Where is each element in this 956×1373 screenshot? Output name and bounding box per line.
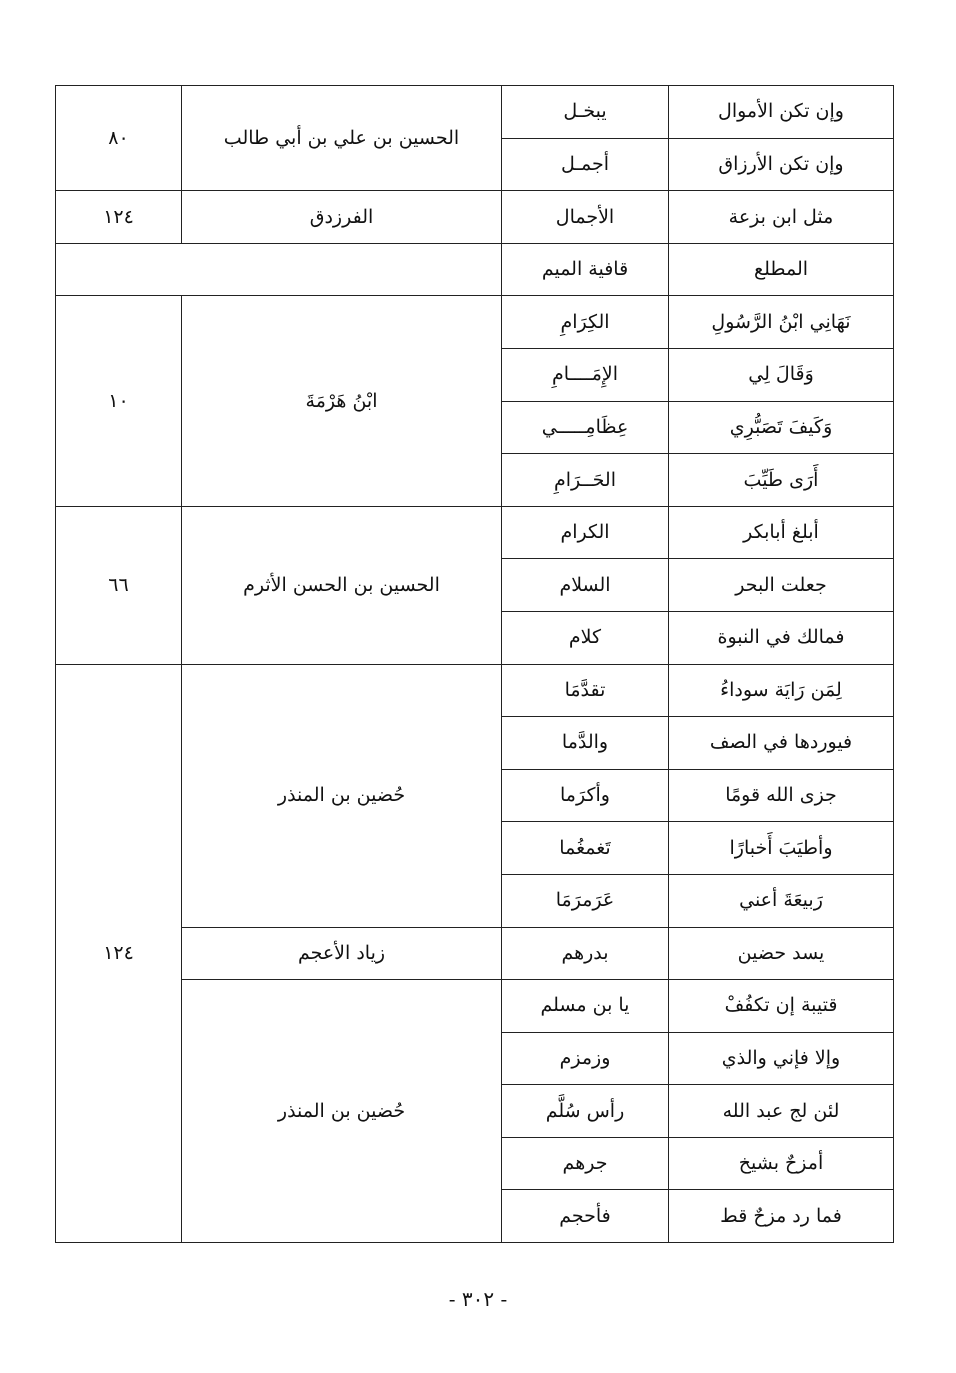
page-cell: ٦٦ xyxy=(56,506,182,664)
qafiya-cell: يبخـل xyxy=(502,86,669,139)
qafiya-cell: الأجمال xyxy=(502,191,669,244)
matla-cell: يسد حضين xyxy=(669,927,894,980)
page-cell: ١٠ xyxy=(56,296,182,506)
section-title: قافية الميم xyxy=(502,243,669,296)
matla-cell: وإن تكن الأرزاق xyxy=(669,138,894,191)
poet-cell: الحسين بن علي بن أبي طالب xyxy=(182,86,502,191)
matla-cell: وإلا فإني والذي xyxy=(669,1032,894,1085)
matla-cell: مثل ابن بزعة xyxy=(669,191,894,244)
table-row xyxy=(56,927,894,980)
matla-cell: فما رد مزحٌ قط xyxy=(669,1190,894,1243)
table-row xyxy=(56,506,894,559)
poet-cell: الفرزدق xyxy=(182,191,502,244)
qafiya-cell: تقدَّمَا xyxy=(502,664,669,717)
table-row xyxy=(56,296,894,349)
poet-cell: حُضين بن المنذر xyxy=(182,980,502,1243)
poet-cell: الحسين بن الحسن الأثرم xyxy=(182,506,502,664)
qafiya-cell: بدرهم xyxy=(502,927,669,980)
qafiya-cell: أجمـل xyxy=(502,138,669,191)
matla-cell: نَهَانِي ابْنُ الرَّسُولِ xyxy=(669,296,894,349)
matla-cell: جزى الله قومًا xyxy=(669,769,894,822)
table-row xyxy=(56,191,894,244)
qafiya-cell: فأحجم xyxy=(502,1190,669,1243)
matla-cell: جعلت البحر xyxy=(669,559,894,612)
matla-cell: وَقَالَ لِي xyxy=(669,348,894,401)
matla-cell: لئن لج عبد الله xyxy=(669,1085,894,1138)
qafiya-cell: عَرَمرَمَا xyxy=(502,874,669,927)
qafiya-cell: الكرام xyxy=(502,506,669,559)
matla-cell: وإن تكن الأموال xyxy=(669,86,894,139)
matla-cell: وَكَيفَ تَصَبُّرِي xyxy=(669,401,894,454)
table-row xyxy=(56,664,894,717)
qafiya-cell: وأكرَما xyxy=(502,769,669,822)
qafiya-cell: كلام xyxy=(502,611,669,664)
qafiya-cell: عِظَامِـــــي xyxy=(502,401,669,454)
matla-cell: قتيبة إن تكفُفْ xyxy=(669,980,894,1033)
qafiya-cell: السلام xyxy=(502,559,669,612)
section-header-row xyxy=(56,243,894,296)
poet-cell: ابْنُ هَرْمَةَ xyxy=(182,296,502,506)
page-cell: ١٢٤ xyxy=(56,664,182,1243)
matla-cell: أَرَى طَيِّبَ xyxy=(669,454,894,507)
matla-cell: وأطيَبَ أَخبارًا xyxy=(669,822,894,875)
table-row xyxy=(56,86,894,139)
empty-cell xyxy=(56,243,502,296)
qafiya-cell: تَغمغُما xyxy=(502,822,669,875)
matla-cell: فمالك في النبوة xyxy=(669,611,894,664)
qafiya-cell: وزمزم xyxy=(502,1032,669,1085)
qafiya-cell: رأس سُلَّم xyxy=(502,1085,669,1138)
column-header-matla: المطلع xyxy=(669,243,894,296)
matla-cell: فيوردها في الصف xyxy=(669,717,894,770)
matla-cell: أمزحٌ بشيخ xyxy=(669,1137,894,1190)
table-row xyxy=(56,980,894,1033)
qafiya-cell: الكِرَامِ xyxy=(502,296,669,349)
qafiya-cell: الحَــرَامِ xyxy=(502,454,669,507)
poetry-index-table xyxy=(55,85,894,1243)
poet-cell: زياد الأعجم xyxy=(182,927,502,980)
page-cell: ١٢٤ xyxy=(56,191,182,244)
qafiya-cell: والدَّما xyxy=(502,717,669,770)
poet-cell: حُضين بن المنذر xyxy=(182,664,502,927)
matla-cell: لِمَن رَايَة سوداءُ xyxy=(669,664,894,717)
qafiya-cell: الإِمَــــامِ xyxy=(502,348,669,401)
qafiya-cell: جرهم xyxy=(502,1137,669,1190)
matla-cell: رَبيعَةَ أعني xyxy=(669,874,894,927)
page-number: - ٣٠٢ - xyxy=(448,1287,508,1311)
page-cell: ٨٠ xyxy=(56,86,182,191)
qafiya-cell: يا بن مسلم xyxy=(502,980,669,1033)
matla-cell: أبلغ أبابكر xyxy=(669,506,894,559)
